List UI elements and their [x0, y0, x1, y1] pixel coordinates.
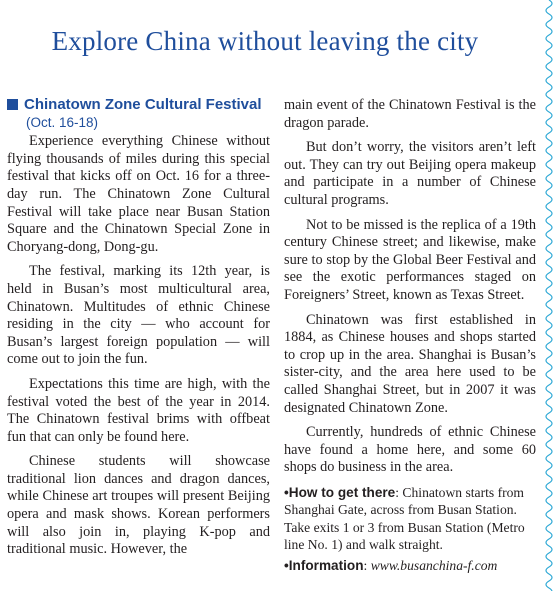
decorative-wave-border: [542, 0, 556, 591]
paragraph: Chinese students will showcase traditional lion dances and dragon dances, while Chinese art troupes will present Beijing opera and mask shows. Korean performers will also join in, playing K-pop and traditional music. However, the: [7, 453, 270, 558]
paragraph: The festival, marking its 12th year, is held in Busan’s most multicultural area, Chinatown. Multitudes of ethnic Chinese residing in the city — who account for Busan’s largest foreign population — will come out to join the fun.: [7, 263, 270, 368]
information-label: •Information: [284, 557, 364, 573]
information-url[interactable]: www.busanchina-f.com: [370, 557, 498, 573]
paragraph: Experience everything Chinese without flying thousands of miles during this special festival that kicks off on Oct. 16 for a three-day run. The Chinatown Zone Cultural Festival will take place near Busan Station Square and the Chinatown Special Zone in Choryang-dong, Dong-gu.: [7, 133, 270, 255]
festival-dates: (Oct. 16-18): [26, 114, 99, 130]
paragraph: Not to be missed is the replica of a 19th century Chinese street; and likewise, make sure to stop by the Global Beer Festival and see the exotic performances staged on Foreigners’ Street, known as Texas Street.: [284, 216, 536, 303]
right-column: [284, 97, 536, 577]
information: [284, 557, 536, 575]
paragraph-continuation: main event of the Chinatown Festival is the dragon parade.: [284, 97, 536, 131]
how-to-get-there: [284, 484, 536, 554]
how-to-get-there-text: : Chinatown starts from Shanghai Gate, across from Busan Station. Take exits 1 or 3 from Busan Station (Metro line No. 1) and walk straight.: [284, 484, 525, 553]
paragraph: Expectations this time are high, with the festival voted the best of the year in 2014. The Chinatown festival brims with offbeat fun that can only be found here.: [7, 375, 270, 445]
square-bullet-icon: [7, 99, 18, 110]
page-title: Explore China without leaving the city: [51, 26, 479, 56]
left-column: [7, 96, 270, 566]
article-heading: Chinatown Zone Cultural Festival: [24, 96, 262, 113]
paragraph: But don’t worry, the visitors aren’t left out. They can try out Beijing opera makeup and participate in a number of Chinese cultural programs.: [284, 139, 536, 208]
paragraph: Currently, hundreds of ethnic Chinese have found a home here, and some 60 shops do business in the area.: [284, 424, 536, 476]
paragraph: Chinatown was first established in 1884, as Chinese houses and shops started to crop up in the area. Shanghai is Busan’s sister-city, and the area here used to be called Shanghai Street, but in 2007 it was designated Chinatown Zone.: [284, 311, 536, 416]
how-to-get-there-label: •How to get there: [284, 484, 396, 500]
information-separator: :: [363, 557, 371, 573]
article-heading-row: [7, 96, 270, 114]
